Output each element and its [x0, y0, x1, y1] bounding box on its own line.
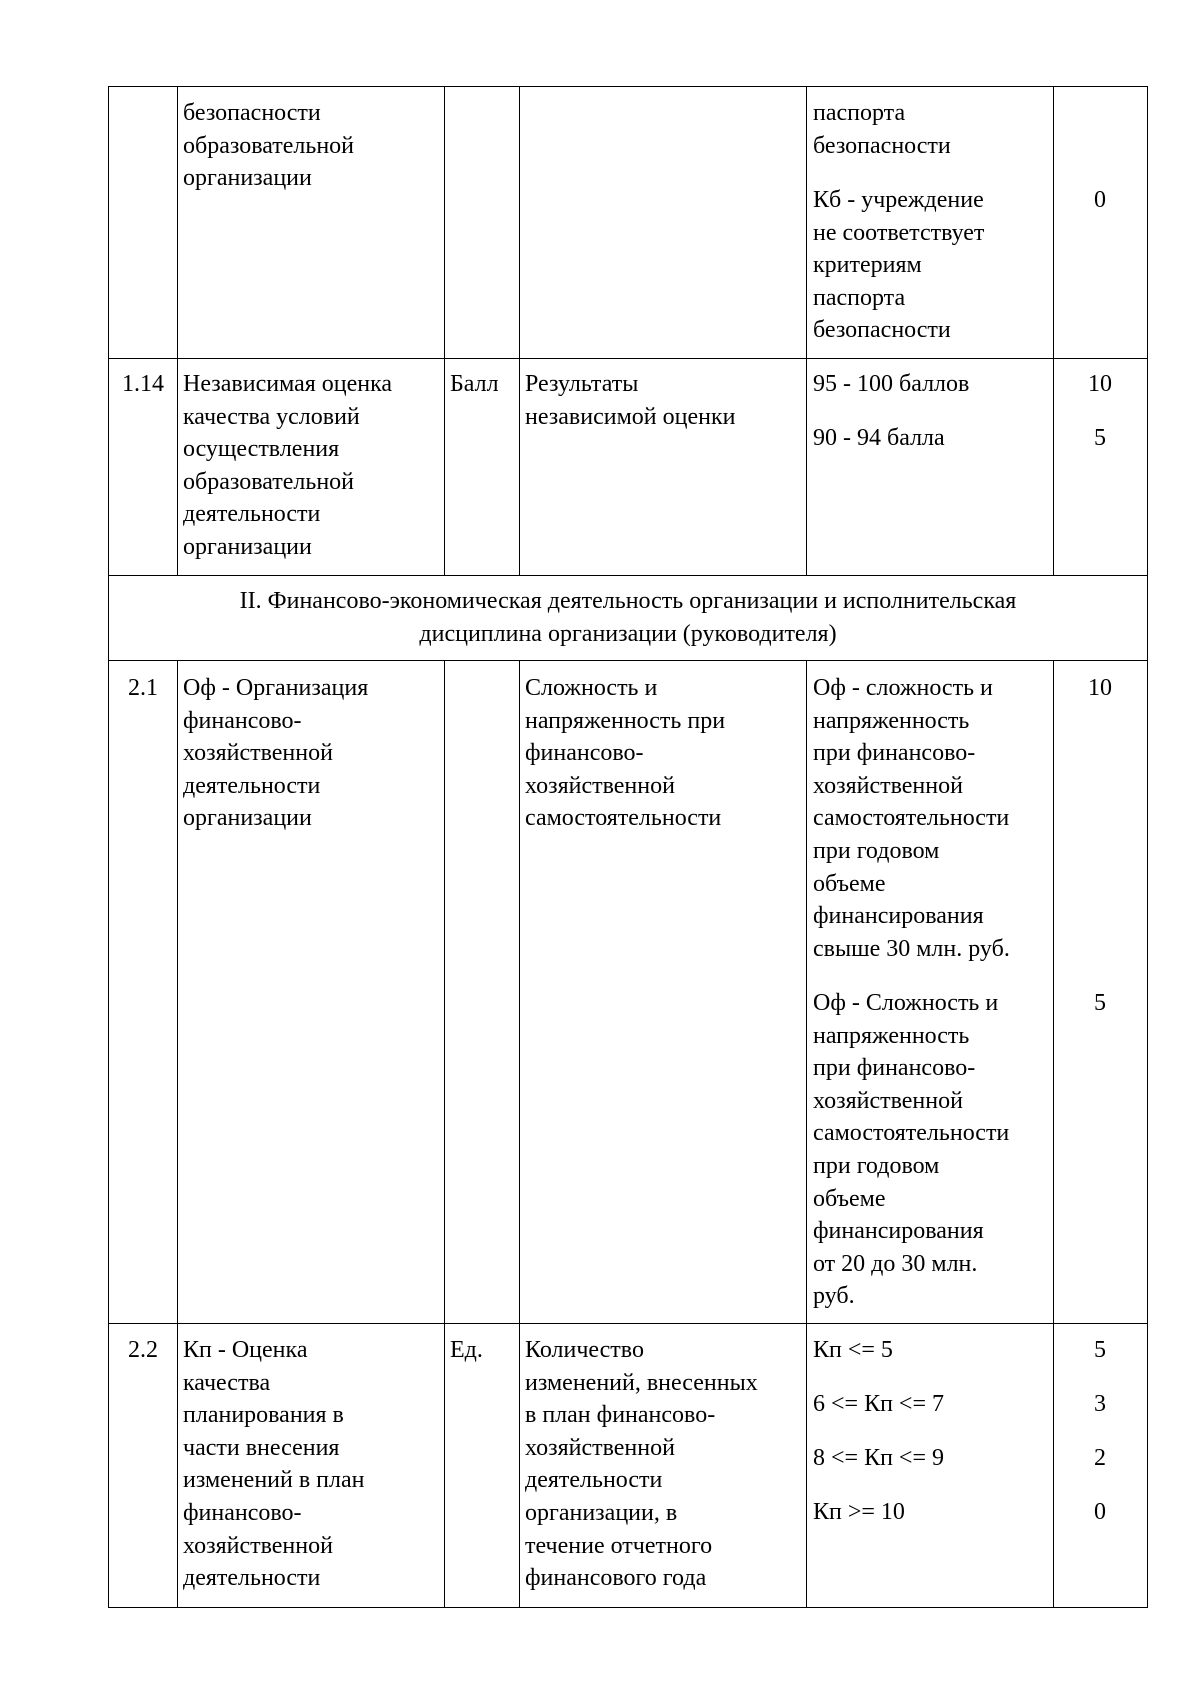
unit-cell: Ед. [450, 1337, 483, 1363]
score-cell: 5 [1094, 1337, 1106, 1363]
indicator-cell: Кп - Оценка качества планирования в части внесения изменений в план финансово- хозяйственной деятельности [183, 1337, 365, 1592]
source-cell: Сложность и напряженность при финансово- хозяйственной самостоятельности [525, 675, 726, 832]
column-divider [444, 87, 445, 575]
score-cell: 10 [1088, 371, 1112, 397]
score-cell: 5 [1094, 990, 1106, 1016]
row-number: 1.14 [122, 371, 164, 397]
row-divider [109, 358, 1147, 359]
indicator-cell: безопасности образовательной организации [183, 100, 354, 192]
criteria-cell: 90 - 94 балла [813, 425, 945, 451]
section-heading: II. Финансово-экономическая деятельность организации и исполнительская дисциплина организации (руководителя) [239, 588, 1017, 647]
row-divider [109, 1323, 1147, 1324]
source-cell: Количество изменений, внесенных в план финансово- хозяйственной деятельности организации, в течение отчетного финансового года [525, 1337, 758, 1592]
criteria-cell: Оф - Сложность и напряженность при финансово- хозяйственной самостоятельности при годовом объеме финансирования от 20 до 30 млн. руб. [813, 990, 1010, 1310]
criteria-cell: Кп <= 5 [813, 1337, 893, 1363]
indicator-cell: Оф - Организация финансово- хозяйственной деятельности организации [183, 675, 369, 832]
row-divider [109, 660, 1147, 661]
criteria-cell: Оф - сложность и напряженность при финансово- хозяйственной самостоятельности при годовом объеме финансирования свыше 30 млн. руб. [813, 675, 1010, 962]
row-number: 2.2 [128, 1337, 158, 1363]
column-divider [519, 660, 520, 1607]
source-cell: Результаты независимой оценки [525, 371, 736, 430]
score-cell: 5 [1094, 425, 1106, 451]
criteria-cell: 6 <= Кп <= 7 [813, 1391, 944, 1417]
column-divider [177, 660, 178, 1607]
criteria-cell: Кп >= 10 [813, 1499, 905, 1525]
row-divider [109, 575, 1147, 576]
unit-cell: Балл [450, 371, 499, 397]
row-number: 2.1 [128, 675, 158, 701]
score-cell: 0 [1094, 1499, 1106, 1525]
column-divider [1053, 87, 1054, 575]
column-divider [444, 660, 445, 1607]
score-cell: 0 [1094, 187, 1106, 213]
criteria-cell: паспорта безопасности [813, 100, 951, 159]
criteria-cell: 95 - 100 баллов [813, 371, 970, 397]
criteria-cell: 8 <= Кп <= 9 [813, 1445, 944, 1471]
column-divider [519, 87, 520, 575]
score-cell: 3 [1094, 1391, 1106, 1417]
score-cell: 2 [1094, 1445, 1106, 1471]
indicator-cell: Независимая оценка качества условий осуществления образовательной деятельности организации [183, 371, 393, 560]
column-divider [177, 87, 178, 575]
score-cell: 10 [1088, 675, 1112, 701]
column-divider [806, 87, 807, 575]
criteria-cell: Кб - учреждение не соответствует критериям паспорта безопасности [813, 187, 985, 344]
